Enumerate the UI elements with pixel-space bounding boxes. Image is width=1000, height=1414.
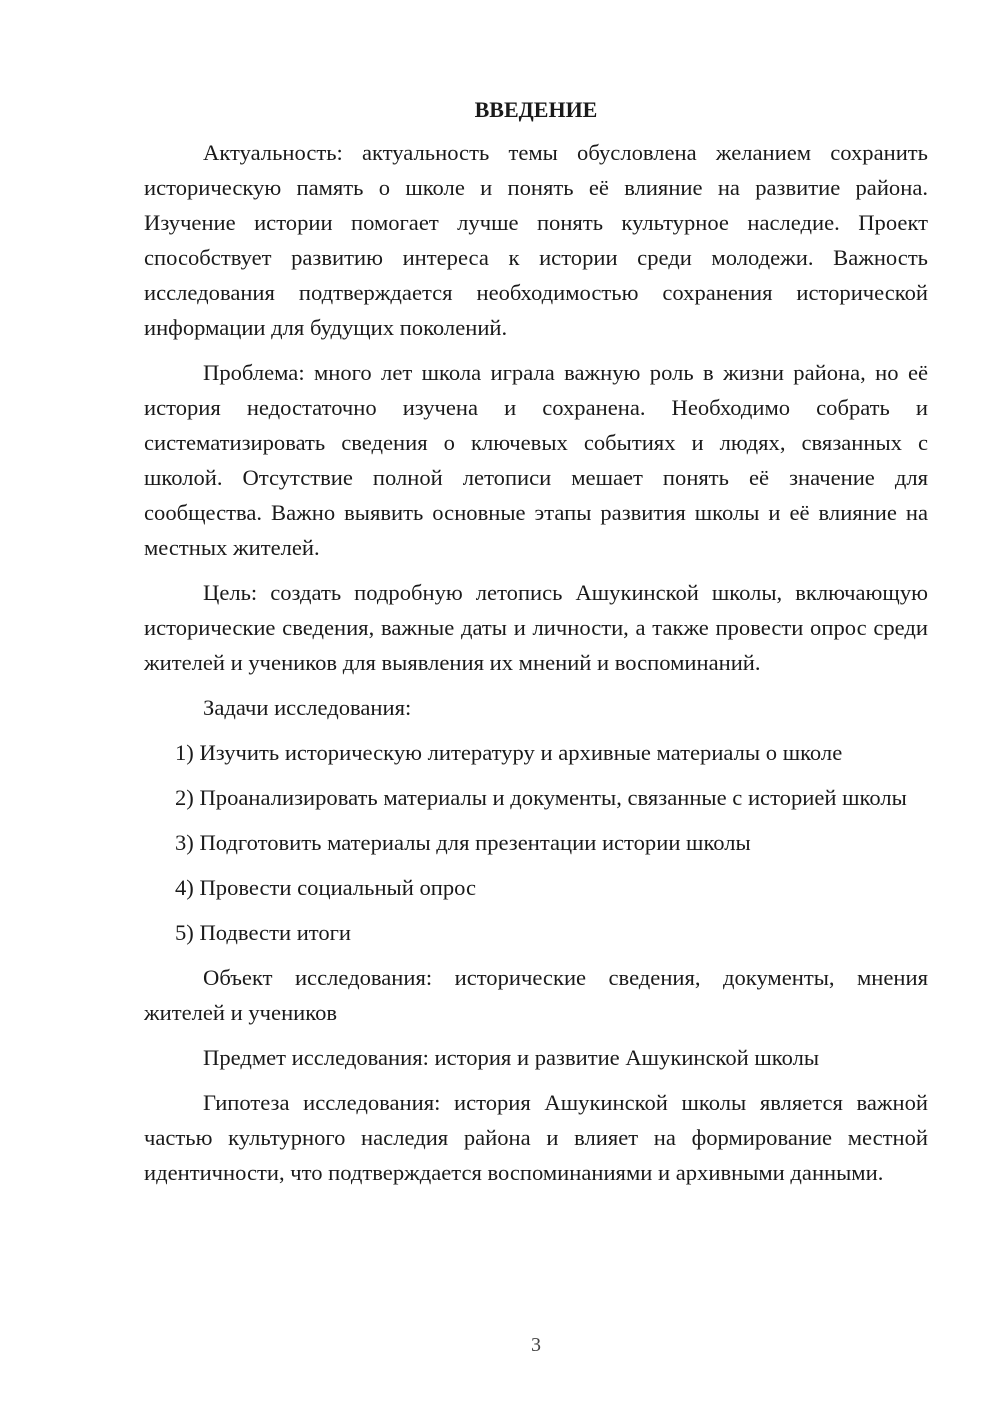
list-item: 4) Провести социальный опрос	[175, 875, 477, 900]
list-item: 5) Подвести итоги	[175, 920, 352, 945]
subject-paragraph: Предмет исследования: история и развитие Ашукинской школы	[203, 1045, 820, 1070]
tasks-list	[144, 735, 928, 950]
object-paragraph: Объект исследования: исторические сведения, документы, мнения жителей и учеников	[144, 965, 928, 1025]
problem-paragraph: Проблема: много лет школа играла важную роль в жизни района, но её история недостаточно изучена и сохранена. Необходимо собрать и систематизировать сведения о ключевых событиях и людях, связанных с школой. Отсутствие полной летописи мешает понять её значение для сообщества. Важно выявить основные этапы развития школы и её влияние на местных жителей.	[144, 360, 928, 560]
list-item: 2) Проанализировать материалы и документы, связанные с историей школы	[175, 785, 907, 810]
goal-paragraph: Цель: создать подробную летопись Ашукинской школы, включающую исторические сведения, важные даты и личности, а также провести опрос среди жителей и учеников для выявления их мнений и воспоминаний.	[144, 580, 928, 675]
relevance-paragraph: Актуальность: актуальность темы обусловлена желанием сохранить историческую память о школе и понять её влияние на развитие района. Изучение истории помогает лучше понять культурное наследие. Проект способствует развитию интереса к истории среди молодежи. Важность исследования подтверждается необходимостью сохранения исторической информации для будущих поколений.	[144, 140, 928, 340]
page-title: ВВЕДЕНИЕ	[474, 97, 598, 122]
document-page	[144, 95, 928, 1200]
hypothesis-paragraph: Гипотеза исследования: история Ашукинской школы является важной частью культурного наследия района и влияет на формирование местной идентичности, что подтверждается воспоминаниями и архивными данными.	[144, 1090, 928, 1185]
list-item: 1) Изучить историческую литературу и архивные материалы о школе	[175, 740, 843, 765]
page-number: 3	[531, 1334, 541, 1356]
list-item: 3) Подготовить материалы для презентации истории школы	[175, 830, 751, 855]
tasks-heading: Задачи исследования:	[203, 695, 412, 720]
